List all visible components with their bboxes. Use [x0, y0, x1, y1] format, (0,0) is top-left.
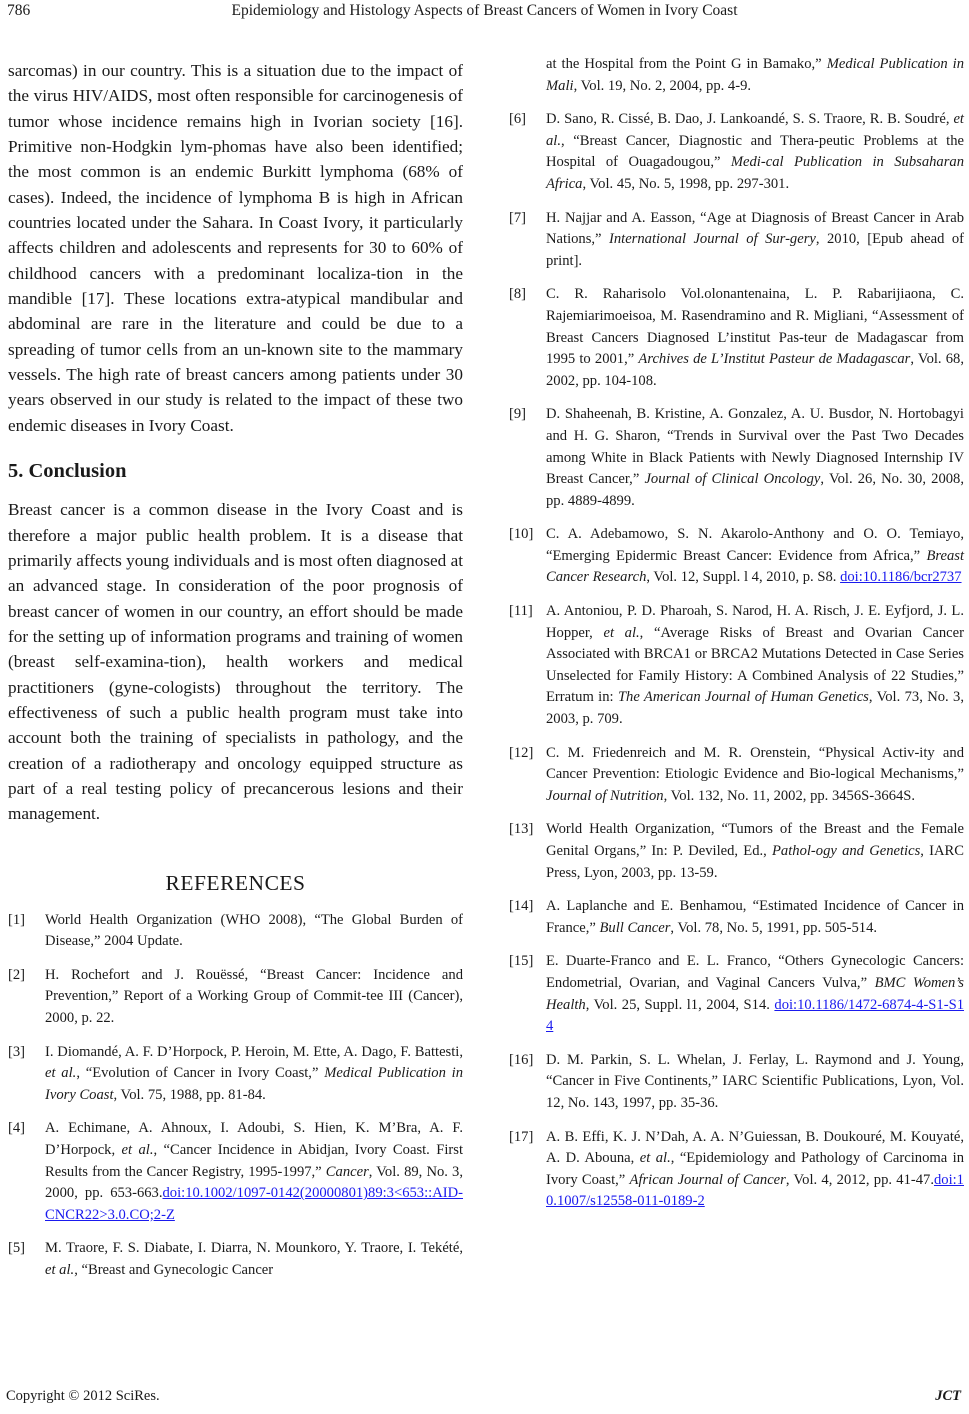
reference-italic-text: et al. [121, 1141, 154, 1158]
reference-italic-text: Pathol-ogy and Genetics [772, 843, 921, 859]
reference-text: H. Najjar and A. Easson, “Age at Diagnosis of Breast Cancer in Arab Nations,” [546, 209, 964, 248]
reference-text: M. Traore, F. S. Diabate, I. Diarra, N. Mounkoro, Y. Traore, I. Tekété, [45, 1240, 463, 1257]
reference-text: A. B. Effi, K. J. N’Dah, A. A. N’Guiessan, B. Doukouré, M. Kouyaté, A. D. Abouna, [546, 1128, 964, 1167]
reference-text: D. M. Parkin, S. L. Whelan, J. Ferlay, L. Raymond and J. Young, “Cancer in Five Continents,” IARC Scientific Publications, Lyon, Vol. 12, No. 143, 1997, pp. 35-36. [546, 1051, 964, 1111]
reference-number: [8] [509, 286, 527, 303]
reference-italic-text: Medical Publication in Mali [546, 56, 964, 94]
reference-item [509, 54, 964, 97]
reference-item [8, 1238, 463, 1281]
reference-item [509, 109, 964, 195]
reference-italic-text: African Journal of Cancer [629, 1171, 786, 1188]
reference-number: [3] [8, 1043, 26, 1060]
reference-item [509, 743, 964, 808]
reference-text: , IARC Press, Lyon, 2003, pp. 13-59. [546, 843, 965, 881]
reference-item [509, 208, 964, 273]
reference-text: , Vol. 4, 2012, pp. 41-47. [785, 1171, 934, 1188]
reference-number: [2] [8, 966, 26, 983]
reference-text: , Vol. 78, No. 5, 1991, pp. 505-514. [670, 919, 878, 936]
reference-text: , Vol. 19, No. 2, 2004, pp. 4-9. [573, 77, 752, 94]
reference-number: [5] [8, 1240, 26, 1257]
reference-number: [9] [509, 406, 527, 423]
reference-item [8, 1042, 463, 1107]
reference-item [509, 524, 964, 589]
reference-italic-text: Medi-cal Publication in Subsaharan Africa [546, 154, 964, 192]
reference-italic-text: BMC Women’s Health [546, 974, 964, 1013]
reference-number: [1] [8, 911, 26, 928]
reference-text: at the Hospital from the Point G in Bamako,” [546, 56, 827, 72]
reference-item [8, 965, 463, 1030]
reference-text: A. Antoniou, P. D. Pharoah, S. Narod, H. A. Risch, J. E. Eyfjord, J. L. Hopper, [546, 603, 964, 641]
reference-text: , 2010, [Epub ahead of print]. [546, 231, 964, 269]
reference-italic-text: et al. [45, 1261, 75, 1278]
page-header [0, 0, 969, 34]
reference-text: World Health Organization (WHO 2008), “The Global Burden of Disease,” 2004 Update. [45, 911, 463, 950]
right-column [509, 54, 964, 1225]
reference-text: , Vol. 132, No. 11, 2002, pp. 3456S-3664S. [663, 787, 916, 804]
reference-text: , “Epidemiology and Pathology of Carcinoma in Ivory Coast,” [546, 1150, 964, 1188]
journal-abbreviation: JCT [935, 1388, 961, 1404]
reference-number: [4] [8, 1120, 26, 1137]
left-column [8, 58, 463, 1294]
reference-number: [12] [509, 744, 534, 761]
reference-item [509, 896, 964, 939]
reference-italic-text: Journal of Clinical Oncology [644, 471, 821, 488]
reference-text: C. R. Raharisolo Vol.olonantenaina, L. P. Rabarijiaona, C. Rajemiarimoeisoa, M. Rasendramino and R. Migliani, “Assessment of Breast Cancers Diagnosed L’institut Pas-teur de Madagascar from 1995 to 2001,” [546, 286, 964, 368]
reference-text: D. Sano, R. Cissé, B. Dao, J. Lankoandé, S. S. Traore, R. B. Soudré, [546, 111, 954, 128]
reference-italic-text: et al. [639, 1150, 671, 1167]
reference-text: A. Echimane, A. Ahnoux, I. Adoubi, S. Hien, K. M’Bra, A. F. D’Horpock, [45, 1120, 463, 1158]
doi-link[interactable]: doi:10.1007/s12558-011-0189-2 [546, 1171, 964, 1210]
reference-italic-text: et al. [45, 1065, 77, 1082]
reference-italic-text: Breast Cancer Research [546, 547, 964, 586]
reference-text: , Vol. 26, No. 30, 2008, pp. 4889-4899. [546, 471, 964, 509]
reference-number: [17] [509, 1128, 534, 1145]
reference-item [8, 1118, 463, 1226]
reference-text: C. A. Adebamowo, S. N. Akarolo-Anthony and O. O. Temiayo, “Emerging Epidermic Breast Cancer: Evidence from Africa,” [546, 526, 964, 564]
reference-number: [6] [509, 111, 527, 128]
reference-number: [10] [509, 526, 534, 543]
reference-text: C. M. Friedenreich and M. R. Orenstein, “Physical Activ-ity and Cancer Prevention: Etiologic Evidence and Bio-logical Mechanisms,” [546, 744, 964, 783]
reference-text: , Vol. 75, 1988, pp. 81-84. [113, 1086, 266, 1103]
references-list-left [8, 910, 463, 1282]
page-footer [0, 1385, 969, 1409]
reference-text: , Vol. 25, Suppl. l1, 2004, S14. [585, 996, 775, 1013]
reference-italic-text: et al. [603, 624, 640, 641]
reference-number: [15] [509, 953, 534, 970]
reference-text: , Vol. 89, No. 3, 2000, pp. 653-663. [45, 1163, 463, 1202]
intro-paragraph: sarcomas) in our country. This is a situation due to the impact of the virus HIV/AIDS, most often responsible for carcinogenesis of tumor whose incidence remains high in Ivorian society [16]. Primitive non-Hodgkin lym-phomas have also been identified; the most common is an endemic Burkitt lymphoma (68% of cases). Indeed, the incidence of lymphoma B is high in African countries located under the Sahara. In Coast Ivory, it particularly affects children and adolescents and represents for 30 to 60% of childhood cancers with a predominant localiza-tion in the mandible [17]. These locations extra-atypical mandibular and abdominal are rare in the literature and could be due to a spreading of tumor cells from an un-known site to the mammary vessels. The high rate of breast cancers among patients under 30 years observed in our study is related to the impact of these two endemic diseases in Ivory Coast. [8, 61, 463, 435]
conclusion-paragraph: Breast cancer is a common disease in the Ivory Coast and is therefore a major public health problem. It is a disease that primarily affects young individuals and is most often diagnosed at an advanced stage. In consideration of the poor prognosis of breast cancer of women in our country, an effort should be made for the setting up of information programs and training of women (breast self-examina-tion), health workers and medical practitioners (gyne-cologists) throughout the territory. The effectiveness of such a public health program must take into account both the training of specialists in pathology, and the creation of a radiotherapy and oncology equipped structure as part of a real testing policy of precancerous lesions and their management. [8, 500, 463, 824]
copyright-notice: Copyright © 2012 SciRes. [6, 1388, 160, 1404]
reference-text: E. Duarte-Franco and E. L. Franco, “Others Gynecologic Cancers: Endometrial, Ovarian, and Vaginal Cancers Vulva,” [546, 953, 964, 991]
running-title: Epidemiology and Histology Aspects of Breast Cancers of Women in Ivory Coast [231, 2, 738, 19]
doi-link[interactable]: doi:10.1186/1472-6874-4-S1-S14 [546, 996, 964, 1035]
reference-text: , “Evolution of Cancer in Ivory Coast,” [76, 1065, 325, 1082]
reference-item [509, 1050, 964, 1115]
reference-text: World Health Organization, “Tumors of the Breast and the Female Genital Organs,” In: P. Deviled, Ed., [546, 821, 964, 859]
reference-item [509, 601, 964, 731]
reference-italic-text: Cancer [325, 1163, 369, 1180]
reference-number: [11] [509, 603, 533, 620]
reference-italic-text: International Journal of Sur-gery [608, 231, 816, 248]
reference-italic-text: Journal of Nutrition [546, 787, 664, 804]
references-heading: REFERENCES [165, 870, 306, 895]
reference-text: , Vol. 45, No. 5, 1998, pp. 297-301. [582, 175, 790, 192]
reference-number: [14] [509, 898, 534, 915]
reference-item [509, 404, 964, 512]
reference-item [8, 910, 463, 953]
doi-link[interactable]: doi:10.1002/1097-0142(20000801)89:3<653::AID-CNCR22>3.0.CO;2-Z [45, 1185, 463, 1223]
reference-text: I. Diomandé, A. F. D’Horpock, P. Heroin, M. Ette, A. Dago, F. Battesti, [45, 1043, 463, 1060]
reference-text: D. Shaheenah, B. Kristine, A. Gonzalez, A. U. Busdor, N. Hortobagyi and H. G. Sharon, “Trends in Survival over the Past Two Decades among White in Black Patients with Newly Diagnosed Internship IV Breast Cancer,” [546, 406, 964, 488]
reference-text: , “Average Risks of Breast and Ovarian Cancer Associated with BRCA1 or BRCA2 Mutations Detected in Case Series Unselected for Family History: A Combined Analysis of 22 Studies,” Erratum in: [546, 624, 964, 706]
reference-item [509, 819, 964, 884]
reference-italic-text: The American Journal of Human Genetics [617, 689, 869, 706]
reference-text: , “Breast and Gynecologic Cancer [74, 1261, 274, 1278]
reference-italic-text: Archives de L’Institut Pasteur de Madagascar [638, 351, 911, 368]
reference-italic-text: Bull Cancer [599, 919, 671, 936]
reference-text: A. Laplanche and E. Benhamou, “Estimated Incidence of Cancer in France,” [546, 898, 964, 936]
reference-number: [7] [509, 209, 527, 226]
doi-link[interactable]: doi:10.1186/bcr2737 [840, 569, 962, 586]
reference-text: , Vol. 73, No. 3, 2003, p. 709. [546, 689, 964, 728]
page-number: 786 [7, 2, 31, 19]
reference-text: , “Breast Cancer, Diagnostic and Thera-peutic Problems at the Hospital of Ouagadougou,” [546, 132, 964, 171]
reference-text: H. Rochefort and J. Rouëssé, “Breast Cancer: Incidence and Prevention,” Report of a Working Group of Commit-tee III (Cancer), 2000, p. 22. [45, 966, 463, 1026]
reference-text: , Vol. 12, Suppl. l 4, 2010, p. S8. [646, 569, 841, 586]
reference-item [509, 284, 964, 392]
reference-item [509, 1127, 964, 1213]
reference-text: , “Cancer Incidence in Abidjan, Ivory Coast. First Results from the Cancer Registry, 1995-1997,” [45, 1141, 463, 1180]
reference-italic-text: et al. [546, 111, 964, 149]
section-heading-conclusion: 5. Conclusion [8, 460, 127, 483]
reference-item [509, 951, 964, 1037]
references-list-right [509, 54, 964, 1213]
reference-text: , Vol. 68, 2002, pp. 104-108. [546, 351, 964, 389]
reference-number: [16] [509, 1051, 534, 1068]
reference-number: [13] [509, 821, 534, 838]
reference-italic-text: Medical Publication in Ivory Coast [45, 1065, 464, 1103]
